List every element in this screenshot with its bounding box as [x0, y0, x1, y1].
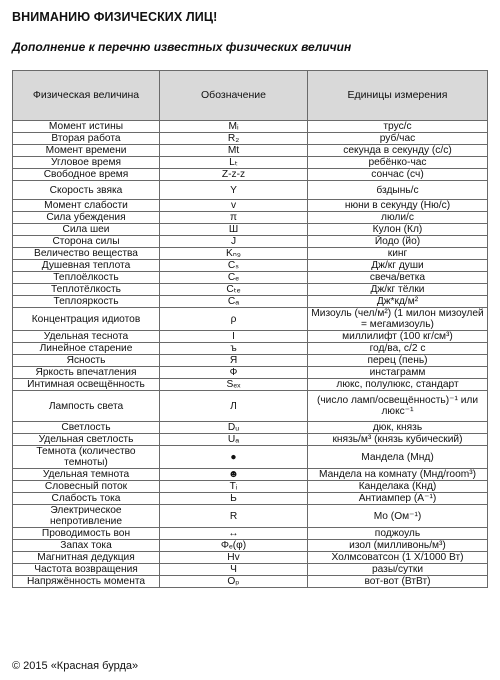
cell-unit: Дж/кг тёлки: [308, 284, 488, 296]
cell-symbol: ↔: [160, 528, 308, 540]
table-row: [13, 272, 488, 284]
cell-name: Сторона силы: [13, 236, 160, 248]
column-header-symbol: Обозначение: [160, 71, 308, 121]
cell-unit: Мандела (Мнд): [308, 446, 488, 469]
table-row: [13, 248, 488, 260]
cell-unit: миллилифт (100 кг/см³): [308, 331, 488, 343]
cell-unit: князь/м³ (князь кубический): [308, 434, 488, 446]
cell-symbol: Dᵤ: [160, 422, 308, 434]
cell-symbol: Ш: [160, 224, 308, 236]
cell-symbol: J: [160, 236, 308, 248]
cell-unit: изол (милливонь/м³): [308, 540, 488, 552]
cell-symbol: Cₐ: [160, 296, 308, 308]
table-row: [13, 481, 488, 493]
table-header: [13, 71, 488, 121]
table-row: [13, 331, 488, 343]
cell-unit: ребёнко-час: [308, 157, 488, 169]
cell-name: Свободное время: [13, 169, 160, 181]
table-row: [13, 236, 488, 248]
table-row: [13, 121, 488, 133]
table-row: [13, 391, 488, 422]
cell-unit: дюк, князь: [308, 422, 488, 434]
table-row: [13, 493, 488, 505]
cell-symbol: ъ: [160, 343, 308, 355]
table-row: [13, 422, 488, 434]
page-heading: ВНИМАНИЮ ФИЗИЧЕСКИХ ЛИЦ!: [12, 10, 218, 24]
cell-unit: Мандела на комнату (Мнд/room³): [308, 469, 488, 481]
cell-unit: Холмсоватсон (1 Х/1000 Вт): [308, 552, 488, 564]
cell-symbol: Я: [160, 355, 308, 367]
cell-symbol: Cₑ: [160, 272, 308, 284]
cell-symbol: Mt: [160, 145, 308, 157]
cell-unit: перец (пень): [308, 355, 488, 367]
cell-name: Момент слабости: [13, 200, 160, 212]
cell-symbol: Hv: [160, 552, 308, 564]
cell-symbol: Ь: [160, 493, 308, 505]
cell-symbol: Z-z-z: [160, 169, 308, 181]
cell-unit: трус/с: [308, 121, 488, 133]
cell-symbol: ●: [160, 446, 308, 469]
table-body: [13, 121, 488, 588]
cell-symbol: Kₙ₉: [160, 248, 308, 260]
copyright-footer: © 2015 «Красная бурда»: [12, 660, 139, 672]
cell-name: Светлость: [13, 422, 160, 434]
cell-name: Лампость света: [13, 391, 160, 422]
cell-symbol: Cₜₑ: [160, 284, 308, 296]
cell-unit: секунда в секунду (с/с): [308, 145, 488, 157]
cell-name: Электрическое непротивление: [13, 505, 160, 528]
cell-name: Яркость впечатления: [13, 367, 160, 379]
cell-unit: Мизоуль (чел/м²) (1 милон мизоулей = мегамизоуль): [308, 308, 488, 331]
cell-symbol: R₂: [160, 133, 308, 145]
cell-symbol: Uₐ: [160, 434, 308, 446]
cell-unit: Йодо (йо): [308, 236, 488, 248]
cell-symbol: Y: [160, 181, 308, 200]
cell-name: Теплоёлкость: [13, 272, 160, 284]
cell-name: Словесный поток: [13, 481, 160, 493]
table-row: [13, 343, 488, 355]
cell-unit: инстаграмм: [308, 367, 488, 379]
cell-name: Момент истины: [13, 121, 160, 133]
cell-unit: (число ламп/освещённость)⁻¹ или люкс⁻¹: [308, 391, 488, 422]
cell-unit: бздынь/с: [308, 181, 488, 200]
cell-name: Момент времени: [13, 145, 160, 157]
cell-unit: Дж/кг души: [308, 260, 488, 272]
table-row: [13, 446, 488, 469]
cell-symbol: Tᵢ: [160, 481, 308, 493]
table-row: [13, 308, 488, 331]
cell-name: Удельная теснота: [13, 331, 160, 343]
table-row: [13, 212, 488, 224]
cell-unit: нюни в секунду (Ню/с): [308, 200, 488, 212]
table-header-row: [13, 71, 488, 121]
table-row: [13, 540, 488, 552]
cell-symbol: ρ: [160, 308, 308, 331]
cell-name: Слабость тока: [13, 493, 160, 505]
cell-name: Вторая работа: [13, 133, 160, 145]
cell-unit: люкс, полулюкс, стандарт: [308, 379, 488, 391]
cell-name: Интимная освещённость: [13, 379, 160, 391]
cell-name: Частота возвращения: [13, 564, 160, 576]
cell-name: Линейное старение: [13, 343, 160, 355]
cell-symbol: Sₑₓ: [160, 379, 308, 391]
cell-unit: свеча/ветка: [308, 272, 488, 284]
cell-unit: разы/сутки: [308, 564, 488, 576]
table-row: [13, 169, 488, 181]
cell-symbol: ☻: [160, 469, 308, 481]
cell-unit: поджоуль: [308, 528, 488, 540]
cell-symbol: I: [160, 331, 308, 343]
cell-symbol: Oₚ: [160, 576, 308, 588]
table-row: [13, 552, 488, 564]
cell-unit: вот-вот (ВтВт): [308, 576, 488, 588]
cell-unit: Мо (Ом⁻¹): [308, 505, 488, 528]
cell-name: Сила шеи: [13, 224, 160, 236]
page-subtitle: Дополнение к перечню известных физических величин: [12, 40, 352, 54]
table-row: [13, 505, 488, 528]
table-row: [13, 157, 488, 169]
cell-symbol: Lₜ: [160, 157, 308, 169]
cell-name: Душевная теплота: [13, 260, 160, 272]
cell-symbol: v: [160, 200, 308, 212]
cell-name: Концентрация идиотов: [13, 308, 160, 331]
column-header-quantity: Физическая величина: [13, 71, 160, 121]
cell-symbol: Ф: [160, 367, 308, 379]
quantities-table: [12, 70, 488, 588]
cell-name: Удельная темнота: [13, 469, 160, 481]
cell-symbol: Φₑ(φ): [160, 540, 308, 552]
cell-name: Магнитная дедукция: [13, 552, 160, 564]
cell-unit: год/ва, с/2 с: [308, 343, 488, 355]
table-row: [13, 434, 488, 446]
cell-symbol: Л: [160, 391, 308, 422]
cell-name: Ясность: [13, 355, 160, 367]
cell-name: Угловое время: [13, 157, 160, 169]
cell-name: Темнота (количество темноты): [13, 446, 160, 469]
table-row: [13, 260, 488, 272]
cell-symbol: Cₛ: [160, 260, 308, 272]
cell-symbol: R: [160, 505, 308, 528]
cell-name: Удельная светлость: [13, 434, 160, 446]
cell-name: Напряжённость момента: [13, 576, 160, 588]
cell-unit: люли/с: [308, 212, 488, 224]
cell-name: Сила убеждения: [13, 212, 160, 224]
cell-name: Запах тока: [13, 540, 160, 552]
table-row: [13, 181, 488, 200]
table-row: [13, 355, 488, 367]
cell-name: Величество вещества: [13, 248, 160, 260]
column-header-units: Единицы измерения: [308, 71, 488, 121]
table-row: [13, 469, 488, 481]
table-row: [13, 379, 488, 391]
cell-name: Проводимость вон: [13, 528, 160, 540]
table-row: [13, 576, 488, 588]
cell-name: Скорость звяка: [13, 181, 160, 200]
table-row: [13, 133, 488, 145]
cell-name: Теплояркость: [13, 296, 160, 308]
cell-symbol: Mᵢ: [160, 121, 308, 133]
table-row: [13, 145, 488, 157]
table-row: [13, 224, 488, 236]
table-row: [13, 284, 488, 296]
cell-symbol: π: [160, 212, 308, 224]
table-row: [13, 564, 488, 576]
cell-unit: руб/час: [308, 133, 488, 145]
table-row: [13, 200, 488, 212]
cell-unit: Антиампер (А⁻¹): [308, 493, 488, 505]
table-row: [13, 296, 488, 308]
cell-unit: Кулон (Кл): [308, 224, 488, 236]
cell-unit: Канделака (Кнд): [308, 481, 488, 493]
table-row: [13, 367, 488, 379]
cell-unit: сончас (сч): [308, 169, 488, 181]
cell-symbol: Ч: [160, 564, 308, 576]
cell-unit: кинг: [308, 248, 488, 260]
cell-unit: Дж*кд/м²: [308, 296, 488, 308]
table-row: [13, 528, 488, 540]
cell-name: Теплотёлкость: [13, 284, 160, 296]
